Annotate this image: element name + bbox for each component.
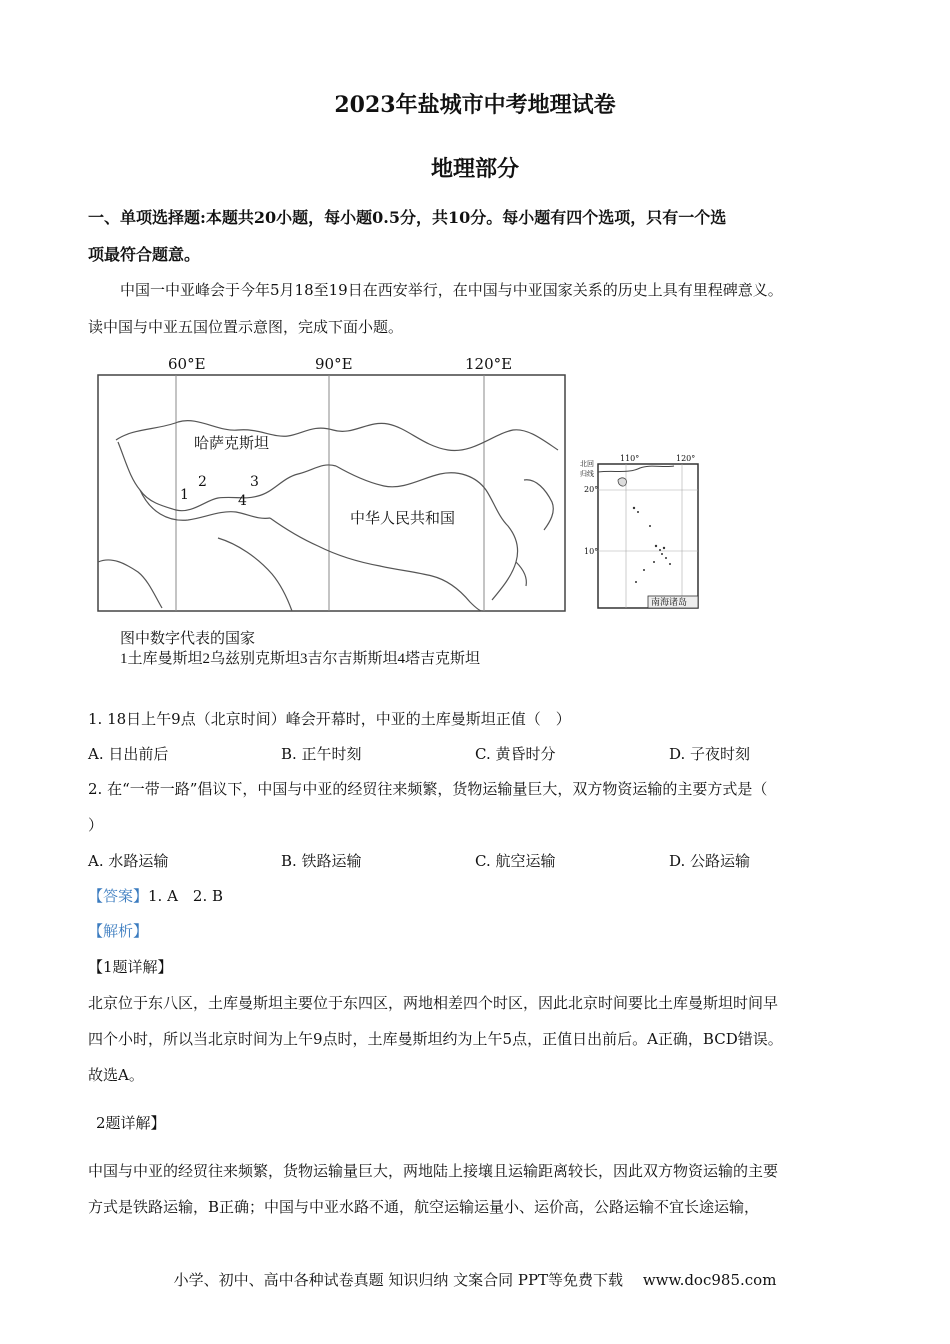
q1-option-c: C. 黄昏时分 — [475, 745, 556, 763]
detail2-heading: 2题详解】 — [96, 1114, 166, 1132]
q1-option-d: D. 子夜时刻 — [669, 745, 751, 763]
section-heading-line1: 一、单项选择题:本题共20小题，每小题0.5分，共10分。每小题有四个选项，只有一个选 — [88, 208, 727, 227]
intro-line1: 中国一中亚峰会于今年5月18至19日在西安举行，在中国与中亚国家关系的历史上具有里程碑意义。 — [120, 281, 783, 299]
q2-stem-line2: ） — [88, 816, 104, 834]
inset-tropic-line1: 北回 — [580, 460, 594, 468]
section-heading-line2: 项最符合题意。 — [88, 245, 201, 264]
central-asia-map — [88, 350, 578, 616]
country-number-1: 1 — [180, 487, 189, 503]
q1-option-b: B. 正午时刻 — [281, 745, 362, 763]
q2-option-c: C. 航空运输 — [475, 852, 556, 870]
q2-option-d: D. 公路运输 — [669, 852, 751, 870]
q1-stem: 1. 18日上午9点（北京时间）峰会开幕时，中亚的土库曼斯坦正值（ ） — [88, 710, 571, 728]
answer-line — [88, 885, 223, 906]
detail1-line3: 故选A。 — [88, 1066, 144, 1084]
detail1-heading: 【1题详解】 — [88, 958, 173, 976]
q1-option-a: A. 日出前后 — [88, 745, 169, 763]
map-frame — [98, 375, 565, 611]
analysis-tag: 【解析】 — [88, 922, 149, 940]
page-subtitle: 地理部分 — [430, 156, 519, 182]
q2-option-b: B. 铁路运输 — [281, 852, 362, 870]
china-label: 中华人民共和国 — [350, 509, 456, 527]
country-number-2: 2 — [198, 474, 207, 490]
kazakhstan-label: 哈萨克斯坦 — [194, 434, 270, 452]
country-number-4: 4 — [238, 493, 247, 509]
map-caption-1: 图中数字代表的国家 — [120, 631, 256, 647]
answer-tag: 【答案】 — [88, 887, 149, 905]
inset-hainan — [618, 478, 626, 486]
page-title: 2023年盐城市中考地理试卷 — [334, 92, 616, 118]
lon-label-120: 120°E — [465, 355, 513, 373]
south-china-sea-inset — [578, 450, 702, 612]
inset-lat-20: 20° — [584, 485, 599, 494]
q2-option-a: A. 水路运输 — [88, 852, 169, 870]
inset-label: 南海诸岛 — [651, 598, 688, 608]
answer-text: 1. A 2. B — [148, 887, 224, 905]
inset-frame — [598, 464, 698, 608]
intro-line2: 读中国与中亚五国位置示意图，完成下面小题。 — [88, 318, 404, 336]
map-caption-2: 1土库曼斯坦2乌兹别克斯坦3吉尔吉斯斯坦4塔吉克斯坦 — [120, 651, 481, 667]
inset-tropic-line2: 归线 — [580, 470, 594, 478]
detail1-line1: 北京位于东八区，土库曼斯坦主要位于东四区，两地相差四个时区，因此北京时间要比土库曼斯坦时间早 — [88, 994, 779, 1012]
page-footer: 小学、初中、高中各种试卷真题 知识归纳 文案合同 PPT等免费下载 www.doc985.com — [173, 1271, 777, 1289]
q2-stem-line1: 2. 在“一带一路”倡议下，中国与中亚的经贸往来频繁，货物运输量巨大，双方物资运输的主要方式是（ — [88, 780, 768, 798]
detail2-line1: 中国与中亚的经贸往来频繁，货物运输量巨大，两地陆上接壤且运输距离较长，因此双方物资运输的主要 — [88, 1162, 779, 1180]
lon-label-60: 60°E — [168, 355, 206, 373]
inset-lat-10: 10° — [584, 547, 599, 556]
inset-lon-120: 120° — [676, 454, 696, 463]
detail1-line2: 四个小时，所以当北京时间为上午9点时，土库曼斯坦约为上午5点，正值日出前后。A正确，BCD错误。 — [88, 1030, 783, 1048]
inset-lon-110: 110° — [620, 454, 640, 463]
lon-label-90: 90°E — [315, 355, 353, 373]
detail2-line2: 方式是铁路运输，B正确；中国与中亚水路不通，航空运输运量小、运价高，公路运输不宜长途运输， — [88, 1198, 760, 1216]
country-number-3: 3 — [250, 474, 259, 490]
